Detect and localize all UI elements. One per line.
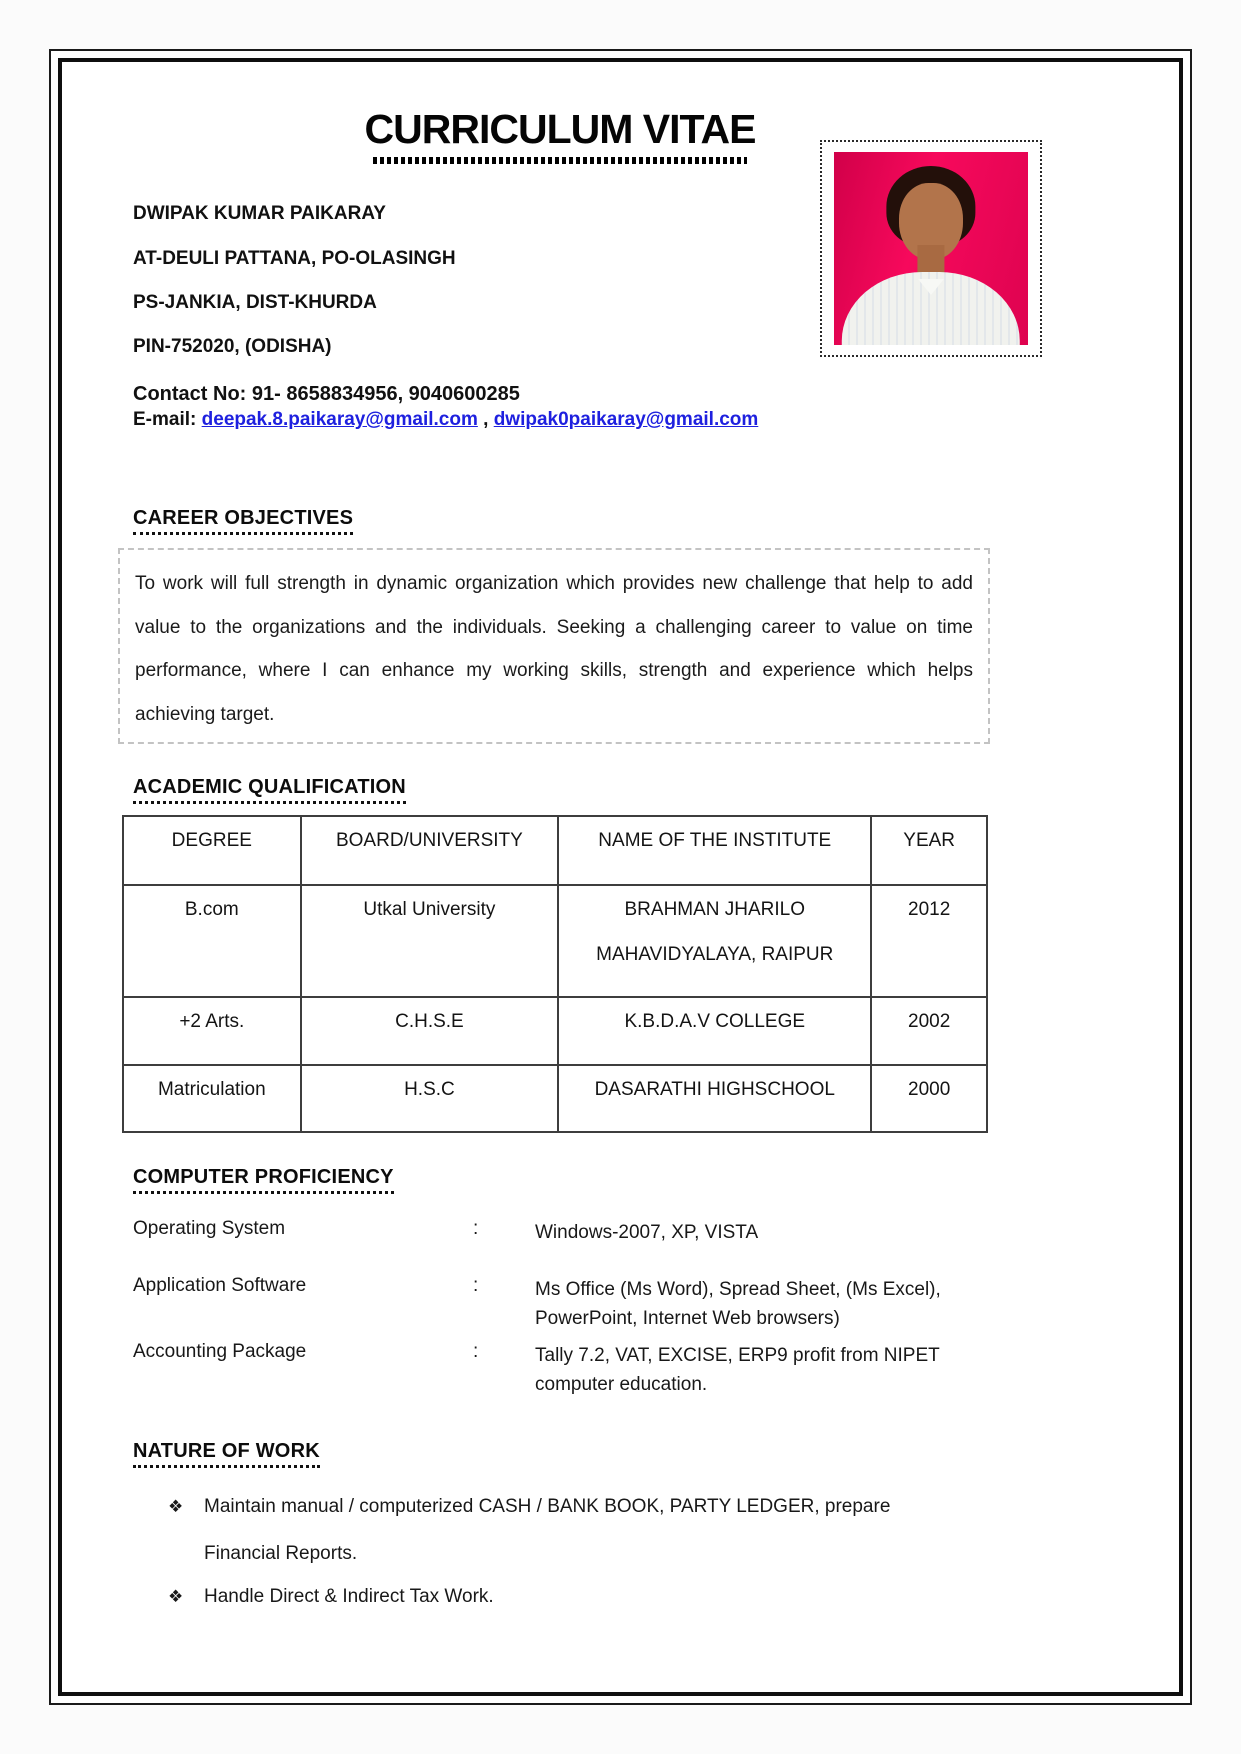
work-item-text: Maintain manual / computerized CASH / BANK BOOK, PARTY LEDGER, prepare Financial Reports. [204, 1496, 891, 1564]
cell-institute [558, 885, 871, 997]
diamond-bullet-icon: ❖ [168, 1587, 184, 1606]
institute-line-2: MAHAVIDYALAYA, RAIPUR [596, 944, 834, 965]
heading-career-objectives: CAREER OBJECTIVES [133, 507, 353, 535]
contact-number: Contact No: 91- 8658834956, 9040600285 [133, 383, 520, 405]
cell-degree: B.com [123, 885, 301, 997]
cell-board: C.H.S.E [301, 997, 559, 1065]
proficiency-row-application-software [133, 1275, 1003, 1333]
cell-year: 2002 [871, 997, 987, 1065]
proficiency-label: Application Software [133, 1275, 307, 1296]
address-line-3: PIN-752020, (ODISHA) [133, 336, 332, 357]
email-separator: , [483, 409, 489, 430]
address-line-2: PS-JANKIA, DIST-KHURDA [133, 292, 377, 313]
email-label: E-mail: [133, 409, 197, 430]
list-item [168, 1586, 938, 1621]
portrait-collar [918, 279, 944, 295]
col-header-board: BOARD/UNIVERSITY [301, 816, 559, 885]
table-row [123, 997, 987, 1065]
table-row [123, 885, 987, 997]
proficiency-value: Tally 7.2, VAT, EXCISE, ERP9 profit from NIPET computer education. [535, 1345, 940, 1395]
cell-board: H.S.C [301, 1065, 559, 1132]
diamond-bullet-icon: ❖ [168, 1497, 184, 1516]
photo-frame [820, 140, 1042, 357]
title-underline [373, 157, 747, 164]
col-header-institute: NAME OF THE INSTITUTE [558, 816, 871, 885]
proficiency-label: Operating System [133, 1218, 286, 1239]
cell-degree: +2 Arts. [123, 997, 301, 1065]
portrait-photo [834, 152, 1028, 345]
email-link-1[interactable]: deepak.8.paikaray@gmail.com [201, 409, 478, 430]
proficiency-row-accounting-package [133, 1341, 1003, 1399]
table-row [123, 1065, 987, 1132]
proficiency-row-operating-system [133, 1218, 1003, 1247]
proficiency-separator: : [473, 1341, 479, 1362]
col-header-year: YEAR [871, 816, 987, 885]
heading-nature-of-work: NATURE OF WORK [133, 1440, 320, 1468]
cell-institute: K.B.D.A.V COLLEGE [558, 997, 871, 1065]
cell-board: Utkal University [301, 885, 559, 997]
academic-qualification-table [122, 815, 988, 1133]
proficiency-separator: : [473, 1218, 479, 1239]
email-line [133, 409, 758, 431]
list-item [168, 1496, 938, 1577]
proficiency-label: Accounting Package [133, 1341, 307, 1362]
heading-computer-proficiency: COMPUTER PROFICIENCY [133, 1166, 394, 1194]
proficiency-value: Windows-2007, XP, VISTA [535, 1222, 759, 1243]
person-name: DWIPAK KUMAR PAIKARAY [133, 203, 386, 224]
proficiency-value: Ms Office (Ms Word), Spread Sheet, (Ms Excel), PowerPoint, Internet Web browsers) [535, 1279, 941, 1329]
cell-year: 2012 [871, 885, 987, 997]
email-link-2[interactable]: dwipak0paikaray@gmail.com [493, 409, 759, 430]
cell-year: 2000 [871, 1065, 987, 1132]
work-item-text: Handle Direct & Indirect Tax Work. [204, 1586, 494, 1607]
career-objectives-text: To work will full strength in dynamic organization which provides new challenge that help to add value to the organizations and the individuals. Seeking a challenging career to value on time performance, where I can enhance my working skills, strength and experience which helps achieving target. [118, 548, 990, 744]
cell-institute: DASARATHI HIGHSCHOOL [558, 1065, 871, 1132]
proficiency-separator: : [473, 1275, 479, 1296]
heading-academic-qualification: ACADEMIC QUALIFICATION [133, 776, 406, 804]
address-line-1: AT-DEULI PATTANA, PO-OLASINGH [133, 248, 456, 269]
page-title: CURRICULUM VITAE [364, 106, 756, 152]
col-header-degree: DEGREE [123, 816, 301, 885]
table-header-row [123, 816, 987, 885]
institute-line-1: BRAHMAN JHARILO [624, 899, 806, 920]
cell-degree: Matriculation [123, 1065, 301, 1132]
